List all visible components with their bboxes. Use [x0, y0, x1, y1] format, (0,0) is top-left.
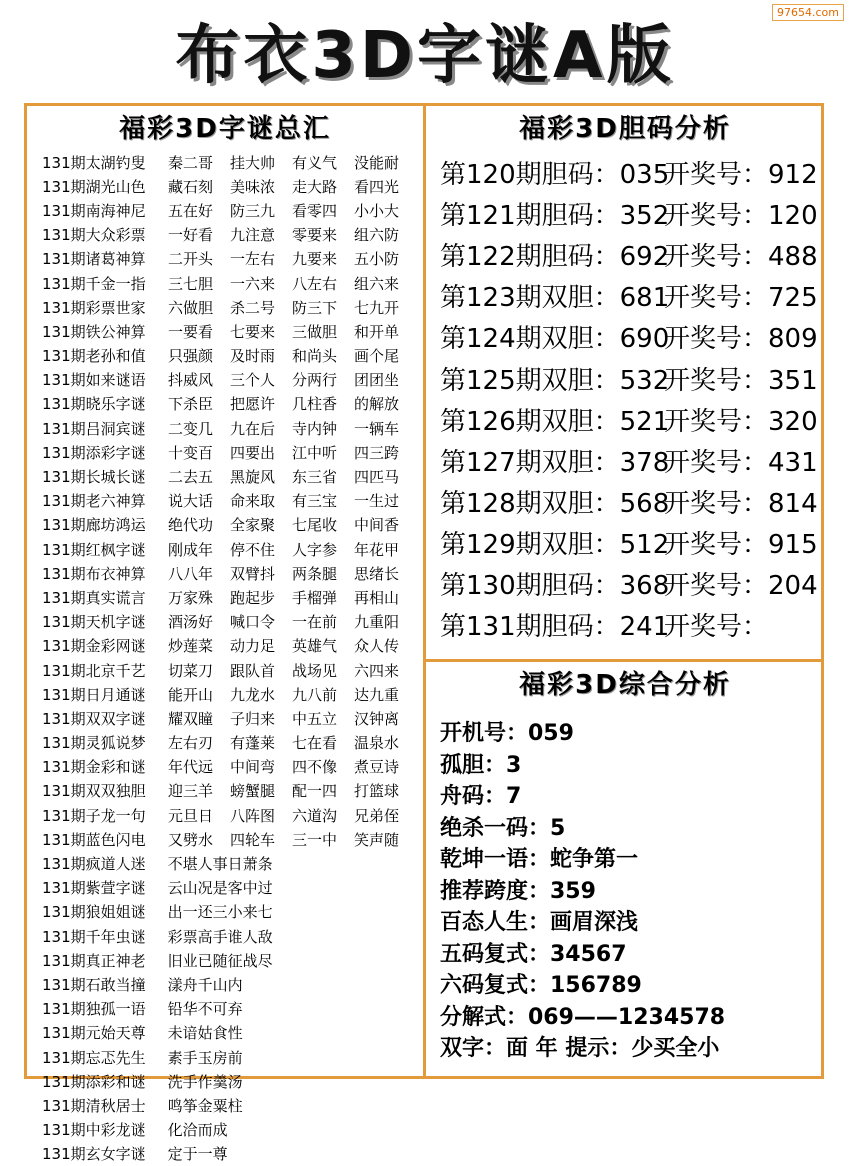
riddle-source: 131期添彩和谜 [42, 1072, 146, 1091]
analysis-item: 乾坤一语：蛇争第一 [440, 847, 639, 873]
riddle-row [42, 416, 417, 440]
riddle-phrase: 跑起步 [230, 588, 276, 607]
riddle-phrase: 一要看 [168, 322, 214, 341]
dan-period: 第131期胆码：241 [440, 612, 670, 643]
riddle-phrase: 说大话 [168, 492, 214, 511]
riddle-phrase: 再相山 [354, 588, 400, 607]
riddle-phrase: 五在好 [168, 201, 214, 220]
riddle-phrase: 一左右 [230, 250, 276, 269]
riddle-phrase: 煮豆诗 [354, 758, 400, 777]
riddle-phrase: 二变几 [168, 419, 214, 438]
riddle-row [42, 344, 417, 368]
riddle-row [42, 997, 417, 1021]
riddle-phrase: 六道沟 [292, 806, 338, 825]
riddle-row [42, 1021, 417, 1045]
riddle-phrase: 炒莲菜 [168, 637, 214, 656]
analysis-item: 六码复式：156789 [440, 973, 642, 999]
riddle-source: 131期老六神算 [42, 492, 146, 511]
riddle-source: 131期清秋居士 [42, 1096, 146, 1115]
dan-row [440, 316, 820, 357]
riddle-source: 131期如来谜语 [42, 371, 146, 390]
riddle-row [42, 876, 417, 900]
riddle-source: 131期紫萱字谜 [42, 879, 146, 898]
riddle-phrase: 七要来 [230, 322, 276, 341]
dan-row [440, 440, 820, 481]
riddle-source: 131期双双独胆 [42, 782, 146, 801]
riddle-phrase: 二开头 [168, 250, 214, 269]
dan-code-list [440, 152, 820, 645]
riddle-source: 131期大众彩票 [42, 226, 146, 245]
riddle-source: 131期真实谎言 [42, 588, 146, 607]
draw-number: 开奖号：320 [664, 406, 818, 437]
dan-period: 第130期胆码：368 [440, 570, 670, 601]
riddle-phrase: 九要来 [292, 250, 338, 269]
page-title: 布衣3D字谜A版 [175, 19, 675, 93]
riddle-phrase: 下杀臣 [168, 395, 214, 414]
riddle-source: 131期廊坊鸿运 [42, 516, 146, 535]
riddle-phrase: 洗手作羹汤 [167, 1072, 243, 1091]
riddle-row [42, 247, 417, 271]
draw-number: 开奖号：488 [664, 242, 818, 273]
riddle-row [42, 900, 417, 924]
riddle-phrase: 东三省 [292, 468, 338, 487]
riddle-phrase: 一六来 [230, 274, 276, 293]
horizontal-divider [423, 659, 824, 662]
riddle-row [42, 561, 417, 585]
riddle-phrase: 英雄气 [292, 637, 338, 656]
riddle-phrase: 刚成年 [168, 540, 214, 559]
riddle-phrase: 双臂抖 [230, 564, 276, 583]
riddle-source: 131期真正神老 [42, 951, 146, 970]
riddle-source: 131期疯道人迷 [42, 855, 146, 874]
draw-number: 开奖号：814 [664, 488, 818, 519]
riddle-phrase: 一辆车 [354, 419, 400, 438]
riddle-row [42, 440, 417, 464]
riddle-phrase: 九重阳 [354, 613, 400, 632]
riddle-row [42, 706, 417, 730]
riddle-row [42, 948, 417, 972]
riddle-row [42, 368, 417, 392]
riddle-source: 131期长城长谜 [42, 468, 146, 487]
riddle-phrase: 和尚头 [292, 347, 338, 366]
riddle-phrase: 命来取 [230, 492, 276, 511]
riddle-phrase: 美味浓 [230, 177, 276, 196]
vertical-divider [423, 103, 426, 1079]
riddle-phrase: 三个人 [230, 371, 276, 390]
riddle-row [42, 271, 417, 295]
draw-number: 开奖号：120 [664, 201, 818, 232]
draw-number: 开奖号：915 [664, 529, 818, 560]
riddle-phrase: 云山况是客中过 [167, 879, 273, 898]
riddle-row [42, 1045, 417, 1069]
riddle-phrase: 动力足 [230, 637, 276, 656]
riddle-source: 131期诸葛神算 [42, 250, 146, 269]
riddle-source: 131期玄女字谜 [42, 1145, 146, 1164]
analysis-list [440, 716, 820, 1063]
riddle-phrase: 汉钟离 [354, 709, 400, 728]
dan-row [440, 481, 820, 522]
riddle-phrase: 防三下 [292, 298, 338, 317]
riddle-phrase: 四三跨 [354, 443, 400, 462]
riddle-phrase: 战场见 [292, 661, 338, 680]
riddle-source: 131期吕洞宾谜 [42, 419, 146, 438]
riddle-phrase: 年代远 [168, 758, 214, 777]
dan-period: 第120期胆码：035 [440, 160, 670, 191]
riddle-phrase: 化洽而成 [167, 1121, 228, 1140]
riddle-row [42, 972, 417, 996]
draw-number: 开奖号：204 [664, 570, 818, 601]
riddle-source: 131期蓝色闪电 [42, 830, 146, 849]
dan-period: 第124期双胆：690 [440, 324, 670, 355]
riddle-row [42, 489, 417, 513]
riddle-source: 131期忘忑先生 [42, 1048, 146, 1067]
analysis-item: 分解式：069——1234578 [440, 1004, 726, 1030]
riddle-phrase: 螃蟹腿 [230, 782, 276, 801]
riddle-source: 131期子龙一句 [42, 806, 146, 825]
riddle-row [42, 537, 417, 561]
riddle-phrase: 喊口令 [230, 613, 276, 632]
riddle-source: 131期千年虫谜 [42, 927, 146, 946]
riddle-phrase: 分两行 [292, 371, 338, 390]
dan-period: 第129期双胆：512 [440, 529, 670, 560]
riddle-phrase: 年花甲 [354, 540, 400, 559]
riddle-phrase: 出一还三小来七 [167, 903, 273, 922]
analysis-item: 开机号：059 [440, 721, 574, 747]
riddle-list [42, 150, 417, 1166]
riddle-phrase: 素手玉房前 [167, 1048, 243, 1067]
riddle-phrase: 中间香 [354, 516, 400, 535]
riddle-phrase: 黑旋风 [230, 468, 276, 487]
dan-row [440, 522, 820, 563]
riddle-row [42, 1142, 417, 1166]
riddle-source: 131期彩票世家 [42, 298, 146, 317]
riddle-phrase: 迎三羊 [168, 782, 214, 801]
dan-period: 第121期胆码：352 [440, 201, 670, 232]
dan-row [440, 152, 820, 193]
riddle-row [42, 223, 417, 247]
riddle-phrase: 寺内钟 [292, 419, 338, 438]
riddle-phrase: 元旦日 [168, 806, 214, 825]
dan-row [440, 357, 820, 398]
riddle-source: 131期红枫字谜 [42, 540, 146, 559]
riddle-row [42, 682, 417, 706]
riddle-phrase: 把愿许 [230, 395, 276, 414]
riddle-phrase: 八左右 [292, 274, 338, 293]
riddle-source: 131期布衣神算 [42, 564, 146, 583]
riddle-phrase: 酒汤好 [168, 613, 214, 632]
riddle-phrase: 达九重 [354, 685, 400, 704]
riddle-phrase: 二去五 [168, 468, 214, 487]
riddle-row [42, 851, 417, 875]
riddle-phrase: 抖威风 [168, 371, 214, 390]
riddle-phrase: 子归来 [230, 709, 276, 728]
riddle-source: 131期金彩和谜 [42, 758, 146, 777]
riddle-phrase: 鸣筝金粟柱 [167, 1096, 243, 1115]
riddle-phrase: 全家聚 [230, 516, 276, 535]
riddle-phrase: 又劈水 [168, 830, 214, 849]
draw-number: 开奖号：725 [664, 283, 818, 314]
dan-row [440, 604, 820, 645]
analysis-item: 五码复式：34567 [440, 941, 627, 967]
riddle-source: 131期太湖钓叟 [42, 153, 146, 172]
riddle-source: 131期天机字谜 [42, 613, 146, 632]
riddle-source: 131期元始天尊 [42, 1024, 146, 1043]
riddle-row [42, 634, 417, 658]
riddle-phrase: 防三九 [230, 201, 276, 220]
riddle-phrase: 四匹马 [354, 468, 400, 487]
riddle-row [42, 198, 417, 222]
riddle-phrase: 不堪人事日萧条 [167, 855, 273, 874]
riddle-source: 131期日月通谜 [42, 685, 146, 704]
draw-number: 开奖号：809 [664, 324, 818, 355]
riddle-source: 131期千金一指 [42, 274, 146, 293]
riddle-phrase: 四不像 [292, 758, 338, 777]
riddle-phrase: 配一四 [292, 782, 338, 801]
riddle-phrase: 九龙水 [230, 685, 276, 704]
riddle-row [42, 1118, 417, 1142]
riddle-row [42, 150, 417, 174]
riddle-phrase: 打篮球 [354, 782, 400, 801]
riddle-row [42, 803, 417, 827]
riddle-source: 131期老孙和值 [42, 347, 146, 366]
riddle-phrase: 五小防 [354, 250, 400, 269]
dan-period: 第126期双胆：521 [440, 406, 670, 437]
riddle-phrase: 温泉水 [354, 734, 400, 753]
riddle-phrase: 十变百 [168, 443, 214, 462]
riddle-phrase: 组六来 [354, 274, 400, 293]
riddle-phrase: 几柱香 [292, 395, 338, 414]
riddle-phrase: 江中听 [292, 443, 338, 462]
dan-period: 第122期胆码：692 [440, 242, 670, 273]
riddle-row [42, 392, 417, 416]
riddle-phrase: 一生过 [354, 492, 400, 511]
riddle-phrase: 八阵图 [230, 806, 276, 825]
riddle-phrase: 的解放 [354, 395, 400, 414]
riddle-phrase: 有蓬莱 [230, 734, 276, 753]
riddle-row [42, 779, 417, 803]
riddle-phrase: 一好看 [168, 226, 214, 245]
riddle-phrase: 和开单 [354, 322, 400, 341]
riddle-phrase: 小小大 [354, 201, 400, 220]
riddle-phrase: 兄弟侄 [354, 806, 400, 825]
riddle-phrase: 停不住 [230, 540, 276, 559]
riddle-phrase: 七在看 [292, 734, 338, 753]
riddle-row [42, 924, 417, 948]
riddle-phrase: 三一中 [292, 830, 338, 849]
riddle-source: 131期金彩网谜 [42, 637, 146, 656]
riddle-phrase: 挂大帅 [230, 153, 276, 172]
riddle-phrase: 组六防 [354, 226, 400, 245]
riddle-source: 131期南海神尼 [42, 201, 146, 220]
riddle-phrase: 左右刃 [168, 734, 214, 753]
riddle-phrase: 铅华不可弃 [167, 1000, 243, 1019]
riddle-row [42, 464, 417, 488]
riddle-phrase: 有三宝 [292, 492, 338, 511]
draw-number: 开奖号：431 [664, 447, 818, 478]
dan-analysis-title: 福彩3D胆码分析 [519, 114, 731, 144]
riddle-phrase: 九注意 [230, 226, 276, 245]
riddle-phrase: 八八年 [168, 564, 214, 583]
riddle-source: 131期灵狐说梦 [42, 734, 146, 753]
riddle-summary-title: 福彩3D字谜总汇 [119, 114, 331, 144]
riddle-phrase: 旧业已随征战尽 [167, 951, 273, 970]
riddle-source: 131期独孤一语 [42, 1000, 146, 1019]
riddle-phrase: 切菜刀 [168, 661, 214, 680]
riddle-phrase: 人字参 [292, 540, 338, 559]
draw-number: 开奖号：912 [664, 160, 818, 191]
riddle-phrase: 藏石刻 [168, 177, 214, 196]
riddle-row [42, 731, 417, 755]
riddle-phrase: 只强颜 [168, 347, 214, 366]
riddle-phrase: 手榴弹 [292, 588, 338, 607]
riddle-phrase: 四轮车 [230, 830, 276, 849]
analysis-item: 双字：面 年 提示：少买全小 [440, 1036, 720, 1062]
riddle-row [42, 513, 417, 537]
riddle-phrase: 笑声随 [354, 830, 400, 849]
riddle-phrase: 耀双瞳 [168, 709, 214, 728]
riddle-phrase: 六做胆 [168, 298, 214, 317]
riddle-row [42, 319, 417, 343]
draw-number: 开奖号： [664, 612, 769, 643]
riddle-phrase: 漾舟千山内 [167, 975, 243, 994]
riddle-phrase: 中间弯 [230, 758, 276, 777]
analysis-item: 百态人生：画眉深浅 [440, 910, 639, 936]
riddle-phrase: 有义气 [292, 153, 338, 172]
riddle-phrase: 看四光 [354, 177, 400, 196]
analysis-item: 孤胆：3 [440, 752, 522, 778]
dan-row [440, 234, 820, 275]
riddle-phrase: 看零四 [292, 201, 338, 220]
riddle-phrase: 及时雨 [230, 347, 276, 366]
riddle-phrase: 画个尾 [354, 347, 400, 366]
riddle-phrase: 三七胆 [168, 274, 214, 293]
analysis-item: 绝杀一码：5 [440, 815, 566, 841]
riddle-source: 131期铁公神算 [42, 322, 146, 341]
riddle-phrase: 走大路 [292, 177, 338, 196]
riddle-phrase: 杀二号 [230, 298, 276, 317]
riddle-row [42, 610, 417, 634]
riddle-row [42, 827, 417, 851]
riddle-phrase: 定于一尊 [167, 1145, 228, 1164]
riddle-phrase: 没能耐 [354, 153, 400, 172]
riddle-phrase: 秦二哥 [168, 153, 214, 172]
riddle-phrase: 跟队首 [230, 661, 276, 680]
riddle-phrase: 九八前 [292, 685, 338, 704]
riddle-source: 131期北京千艺 [42, 661, 146, 680]
riddle-source: 131期晓乐字谜 [42, 395, 146, 414]
analysis-item: 舟码：7 [440, 784, 522, 810]
riddle-phrase: 绝代功 [168, 516, 214, 535]
riddle-source: 131期狼姐姐谜 [42, 903, 146, 922]
riddle-phrase: 未谙姑食性 [167, 1024, 243, 1043]
comprehensive-analysis-title: 福彩3D综合分析 [519, 670, 731, 700]
riddle-phrase: 思绪长 [354, 564, 400, 583]
riddle-row [42, 174, 417, 198]
dan-period: 第123期双胆：681 [440, 283, 670, 314]
riddle-phrase: 三做胆 [292, 322, 338, 341]
riddle-source: 131期双双字谜 [42, 709, 146, 728]
riddle-phrase: 零要来 [292, 226, 338, 245]
dan-row [440, 193, 820, 234]
analysis-item: 推荐跨度：359 [440, 878, 596, 904]
riddle-phrase: 一在前 [292, 613, 338, 632]
riddle-phrase: 众人传 [354, 637, 400, 656]
riddle-source: 131期中彩龙谜 [42, 1121, 146, 1140]
riddle-row [42, 658, 417, 682]
dan-row [440, 399, 820, 440]
riddle-phrase: 四要出 [230, 443, 276, 462]
dan-row [440, 275, 820, 316]
riddle-phrase: 七尾收 [292, 516, 338, 535]
riddle-phrase: 九在后 [230, 419, 276, 438]
riddle-source: 131期添彩字谜 [42, 443, 146, 462]
riddle-row [42, 295, 417, 319]
draw-number: 开奖号：351 [664, 365, 818, 396]
dan-period: 第128期双胆：568 [440, 488, 670, 519]
riddle-phrase: 七九开 [354, 298, 400, 317]
dan-period: 第127期双胆：378 [440, 447, 670, 478]
riddle-phrase: 两条腿 [292, 564, 338, 583]
riddle-phrase: 彩票高手谁人敌 [167, 927, 273, 946]
riddle-phrase: 中五立 [292, 709, 338, 728]
riddle-phrase: 万家殊 [168, 588, 214, 607]
riddle-row [42, 1069, 417, 1093]
riddle-source: 131期石敢当撞 [42, 975, 146, 994]
site-watermark: 97654.com [772, 4, 844, 21]
riddle-phrase: 团团坐 [354, 371, 400, 390]
riddle-row [42, 755, 417, 779]
riddle-row [42, 1093, 417, 1117]
dan-period: 第125期双胆：532 [440, 365, 670, 396]
riddle-source: 131期湖光山色 [42, 177, 146, 196]
dan-row [440, 563, 820, 604]
riddle-phrase: 六四来 [354, 661, 400, 680]
riddle-row [42, 585, 417, 609]
riddle-phrase: 能开山 [168, 685, 214, 704]
